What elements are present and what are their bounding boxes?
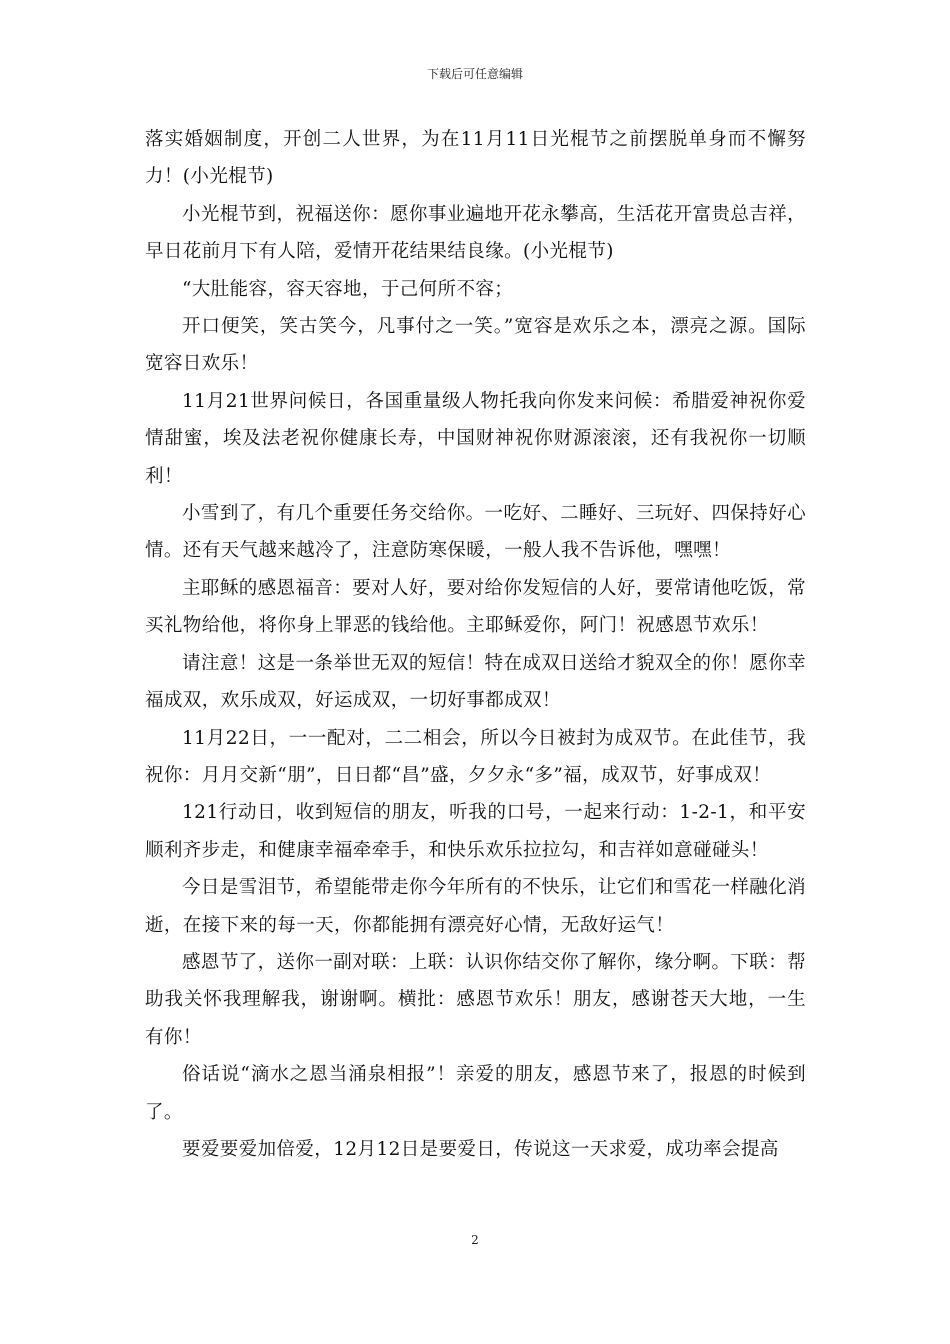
- paragraph: 121行动日，收到短信的朋友，听我的口号，一起来行动：1-2-1，和平安顺利齐步走，和健康幸福牵牵手，和快乐欢乐拉拉勾，和吉祥如意碰碰头！: [145, 802, 806, 861]
- paragraph: 小雪到了，有几个重要任务交给你。一吃好、二睡好、三玩好、四保持好心情。还有天气越来越冷了，注意防寒保暖，一般人我不告诉他，嘿嘿！: [145, 503, 806, 562]
- paragraph: 小光棍节到，祝福送你：愿你事业遍地开花永攀高，生活花开富贵总吉祥，早日花前月下有人陪，爱情开花结果结良缘。(小光棍节): [145, 203, 806, 263]
- page-header: 下载后可任意编辑: [426, 67, 523, 81]
- paragraph: 感恩节了，送你一副对联：上联：认识你结交你了解你，缘分啊。下联：帮助我关怀我理解我，谢谢啊。横批：感恩节欢乐！朋友，感谢苍天大地，一生有你！: [145, 951, 806, 1048]
- page-number: 2: [471, 1233, 479, 1247]
- paragraph: 要爱要爱加倍爱，12月12日是要爱日，传说这一天求爱，成功率会提高: [182, 1138, 779, 1160]
- paragraph: 今日是雪泪节，希望能带走你今年所有的不快乐，让它们和雪花一样融化消逝，在接下来的每一天，你都能拥有漂亮好心情，无敌好运气！: [145, 877, 806, 936]
- paragraph: “大肚能容，容天容地，于己何所不容；: [182, 278, 514, 300]
- paragraph: 11月21世界问候日，各国重量级人物托我向你发来问候：希腊爱神祝你爱情甜蜜，埃及法老祝你健康长寿，中国财神祝你财源滚滚，还有我祝你一切顺利！: [145, 390, 806, 487]
- paragraph: 俗话说“滴水之恩当涌泉相报”！亲爱的朋友，感恩节来了，报恩的时候到了。: [145, 1064, 806, 1123]
- paragraph: 请注意！这是一条举世无双的短信！特在成双日送给才貌双全的你！愿你幸福成双，欢乐成双，好运成双，一切好事都成双！: [145, 652, 806, 712]
- paragraph: 主耶稣的感恩福音：要对人好，要对给你发短信的人好，要常请他吃饭，常买礼物给他，将你身上罪恶的钱给他。主耶稣爱你，阿门！祝感恩节欢乐！: [145, 577, 806, 637]
- paragraph: 落实婚姻制度，开创二人世界，为在11月11日光棍节之前摆脱单身而不懈努力！(小光棍节): [145, 129, 806, 188]
- paragraph: 11月22日，一一配对，二二相会，所以今日被封为成双节。在此佳节，我祝你：月月交新“朋”，日日都“昌”盛，夕夕永“多”福，成双节，好事成双！: [145, 727, 806, 786]
- document-body: [145, 121, 806, 1168]
- paragraph: 开口便笑，笑古笑今，凡事付之一笑。”宽容是欢乐之本，漂亮之源。国际宽容日欢乐！: [145, 316, 806, 375]
